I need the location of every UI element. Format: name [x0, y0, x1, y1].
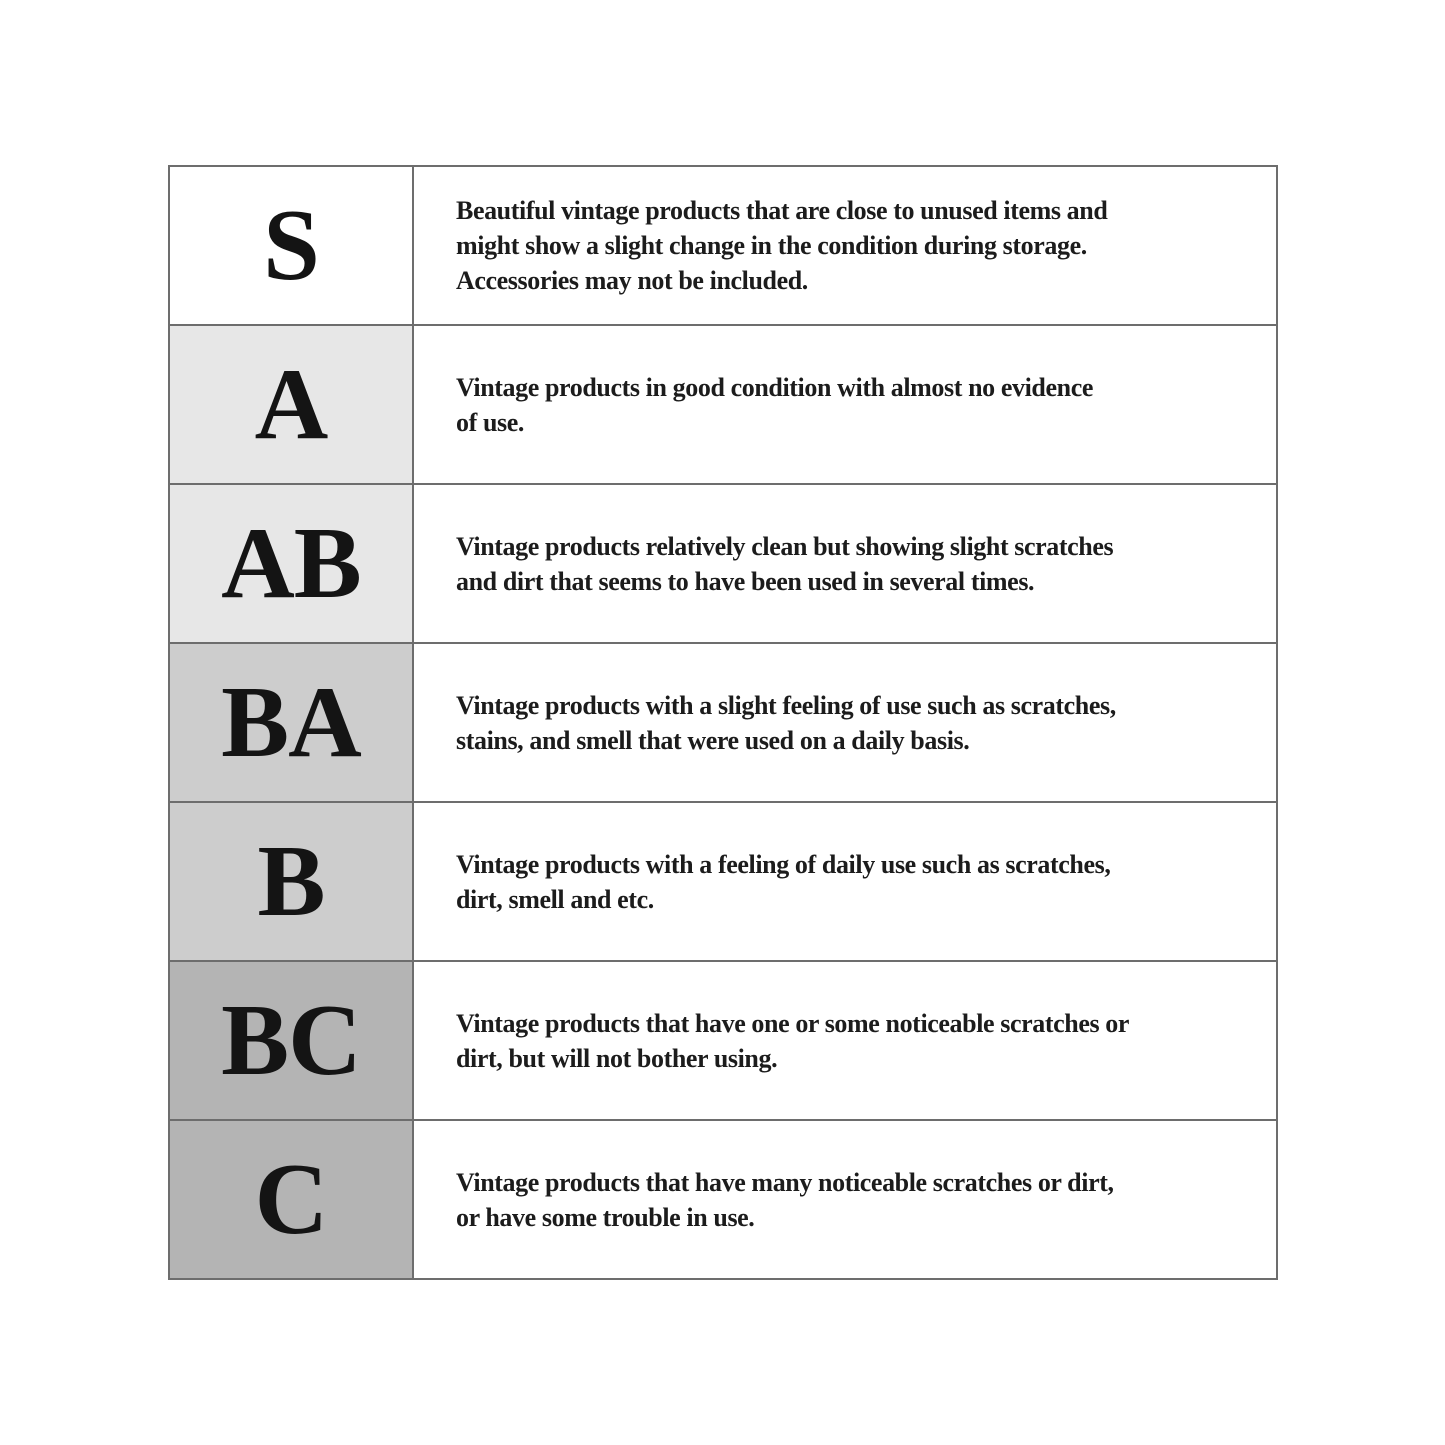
description-line: or have some trouble in use.: [456, 1202, 755, 1232]
description-line: Beautiful vintage products that are close to unused items and: [456, 196, 1108, 225]
grade-row-ab: [170, 483, 1276, 642]
grade-letter: BC: [221, 983, 361, 1097]
grade-cell-a: [170, 326, 414, 483]
description-cell: [414, 167, 1276, 324]
grade-letter: C: [254, 1142, 328, 1256]
description-cell: [414, 326, 1276, 483]
grade-cell-b: [170, 803, 414, 960]
description-line: dirt, but will not bother using.: [456, 1043, 778, 1073]
description-cell: [414, 644, 1276, 801]
description-line: stains, and smell that were used on a daily basis.: [456, 725, 970, 755]
description-line: Accessories may not be included.: [456, 266, 808, 295]
grade-row-s: [170, 167, 1276, 324]
description-line: Vintage products with a feeling of daily use such as scratches,: [456, 849, 1111, 879]
grade-letter: S: [263, 188, 319, 302]
description-line: of use.: [456, 407, 524, 437]
description-cell: [414, 1121, 1276, 1278]
grade-cell-bc: [170, 962, 414, 1119]
grade-cell-c: [170, 1121, 414, 1278]
grade-letter: BA: [221, 665, 361, 779]
grade-row-a: [170, 324, 1276, 483]
description-cell: [414, 962, 1276, 1119]
grade-row-b: [170, 801, 1276, 960]
condition-grade-table: [168, 165, 1278, 1280]
grade-letter: B: [257, 824, 325, 938]
grade-row-c: [170, 1119, 1276, 1278]
description-cell: [414, 803, 1276, 960]
description-line: Vintage products with a slight feeling of use such as scratches,: [456, 690, 1116, 720]
grade-row-ba: [170, 642, 1276, 801]
description-line: might show a slight change in the condition during storage.: [456, 231, 1087, 260]
description-line: Vintage products in good condition with almost no evidence: [456, 372, 1093, 402]
grade-cell-ab: [170, 485, 414, 642]
description-line: Vintage products relatively clean but showing slight scratches: [456, 531, 1114, 561]
grade-cell-s: [170, 167, 414, 324]
description-line: Vintage products that have one or some noticeable scratches or: [456, 1008, 1130, 1038]
grade-row-bc: [170, 960, 1276, 1119]
description-cell: [414, 485, 1276, 642]
grade-letter: A: [254, 347, 328, 461]
grade-letter: AB: [221, 506, 361, 620]
description-line: and dirt that seems to have been used in several times.: [456, 566, 1035, 596]
description-line: Vintage products that have many noticeable scratches or dirt,: [456, 1167, 1114, 1197]
description-line: dirt, smell and etc.: [456, 884, 654, 914]
grade-cell-ba: [170, 644, 414, 801]
